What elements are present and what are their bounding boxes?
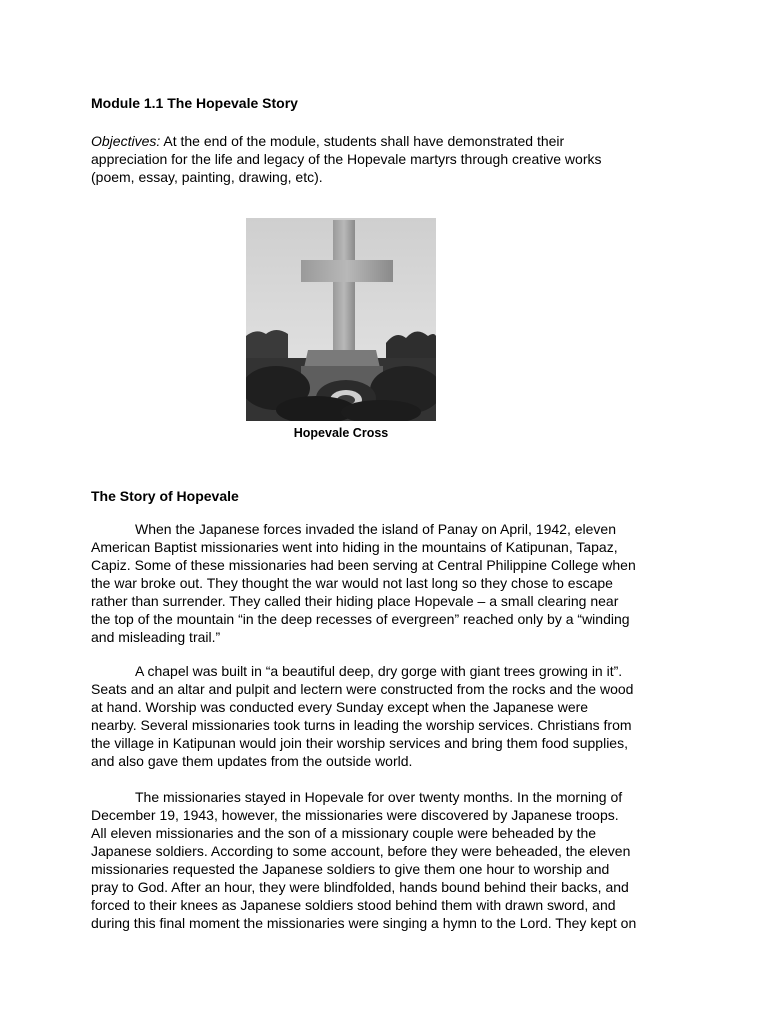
paragraph-line: A chapel was built in “a beautiful deep, dry gorge with giant trees growing in it”. [135, 663, 623, 679]
objectives-label: Objectives: [91, 133, 161, 149]
objectives-line-2: appreciation for the life and legacy of the Hopevale martyrs through creative works [91, 151, 602, 167]
paragraph-line: and also gave them updates from the outside world. [91, 753, 413, 769]
paragraph-line: the top of the mountain “in the deep recesses of evergreen” reached only by a “winding [91, 611, 630, 627]
paragraph-line: the war broke out. They thought the war would not last long so they chose to escape [91, 575, 613, 591]
paragraph-line: The missionaries stayed in Hopevale for over twenty months. In the morning of [135, 789, 623, 805]
section-title: The Story of Hopevale [91, 488, 239, 504]
cross-photo-image [246, 218, 436, 421]
paragraph-line: rather than surrender. They called their hiding place Hopevale – a small clearing near [91, 593, 619, 609]
hopevale-cross-photo [246, 218, 436, 421]
story-paragraph-3 [91, 788, 679, 932]
objectives-text-1: At the end of the module, students shall have demonstrated their [160, 133, 565, 149]
story-paragraph-1 [91, 520, 679, 646]
paragraph-line: American Baptist missionaries went into hiding in the mountains of Katipunan, Tapaz, [91, 539, 618, 555]
objectives-line-1 [91, 132, 691, 150]
paragraph-line: When the Japanese forces invaded the island of Panay on April, 1942, eleven [135, 521, 616, 537]
paragraph-line: nearby. Several missionaries took turns in leading the worship services. Christians from [91, 717, 632, 733]
objectives-paragraph [91, 132, 691, 186]
paragraph-line: pray to God. After an hour, they were blindfolded, hands bound behind their backs, and [91, 879, 629, 895]
figure-caption: Hopevale Cross [293, 426, 389, 440]
story-paragraph-2 [91, 662, 679, 770]
paragraph-line: missionaries requested the Japanese soldiers to give them one hour to worship and [91, 861, 610, 877]
paragraph-line: December 19, 1943, however, the missionaries were discovered by Japanese troops. [91, 807, 619, 823]
paragraph-line: during this final moment the missionaries were singing a hymn to the Lord. They kept on [91, 915, 637, 931]
objectives-line-3: (poem, essay, painting, drawing, etc). [91, 169, 323, 185]
paragraph-line: All eleven missionaries and the son of a missionary couple were beheaded by the [91, 825, 597, 841]
paragraph-line: Capiz. Some of these missionaries had been serving at Central Philippine College when [91, 557, 636, 573]
paragraph-line: the village in Katipunan would join their worship services and bring them food supplies, [91, 735, 628, 751]
paragraph-line: Seats and an altar and pulpit and lectern were constructed from the rocks and the wood [91, 681, 634, 697]
paragraph-line: at hand. Worship was conducted every Sunday except when the Japanese were [91, 699, 589, 715]
module-title: Module 1.1 The Hopevale Story [91, 95, 298, 111]
paragraph-line: and misleading trail.” [91, 629, 221, 645]
paragraph-line: forced to their knees as Japanese soldiers stood behind them with drawn sword, and [91, 897, 616, 913]
paragraph-line: Japanese soldiers. According to some account, before they were beheaded, the eleven [91, 843, 631, 859]
